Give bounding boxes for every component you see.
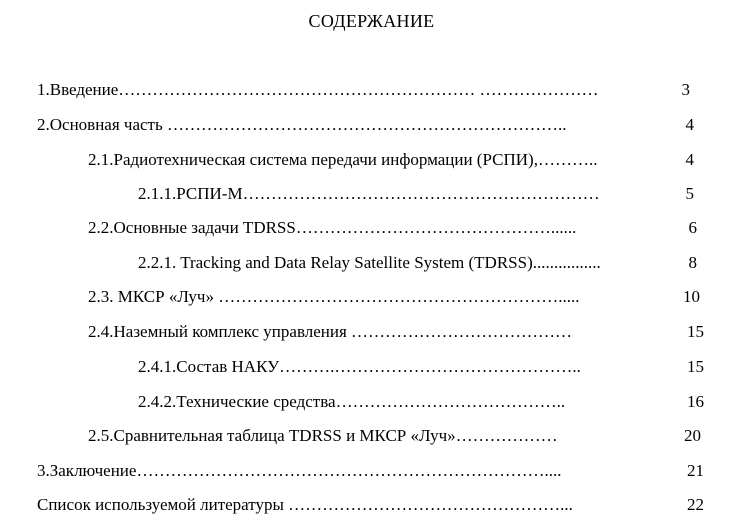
toc-entry [37, 460, 704, 482]
toc-page-number: 15 [687, 357, 704, 376]
toc-leader: ................ [532, 253, 601, 272]
toc-entry-label: 2.5.Сравнительная таблица TDRSS и МКСР «Луч» [88, 426, 456, 445]
toc-entry [88, 149, 694, 171]
toc-page-number: 3 [681, 80, 690, 99]
document-title: СОДЕРЖАНИЕ [308, 11, 435, 31]
toc-page-number: 8 [688, 253, 697, 272]
toc-entry [88, 217, 697, 239]
toc-entry-label: 2.Основная часть [37, 115, 163, 134]
toc-leader: ……………………………………………………… ………………… [118, 80, 599, 99]
toc-entry-label: 2.1.1.РСПИ-М [138, 184, 243, 203]
toc-leader: ……….…………………………………….. [279, 357, 581, 376]
toc-entry [88, 286, 700, 308]
toc-page-number: 5 [685, 184, 694, 203]
toc-entry [138, 391, 704, 413]
toc-entry [37, 114, 694, 136]
toc-page-number: 16 [687, 392, 704, 411]
toc-leader: …………………………………………………………….. [162, 115, 567, 134]
toc-entry-label: 2.3. МКСР «Луч» [88, 287, 214, 306]
toc-entry [138, 356, 704, 378]
toc-entry-label: 2.4.2.Технические средства [138, 392, 336, 411]
toc-page-number: 6 [688, 218, 697, 237]
toc-page-number: 15 [687, 322, 704, 341]
toc-leader: ………………………………….. [335, 392, 566, 411]
toc-entry-label: 1.Введение [37, 80, 119, 99]
toc-entry [37, 79, 690, 101]
toc-page-number: 4 [685, 150, 694, 169]
toc-entry [37, 494, 704, 516]
toc-leader: …………………………………………... [283, 495, 573, 514]
toc-entry-label: Список используемой литературы [37, 495, 284, 514]
toc-leader: ………………………………… [346, 322, 573, 341]
toc-entry-label: 2.4.1.Состав НАКУ [138, 357, 280, 376]
toc-entry [88, 425, 701, 447]
toc-leader: ……………………………………………………… [242, 184, 600, 203]
toc-page-number: 21 [687, 461, 704, 480]
toc-leader: ………………………………………...... [295, 218, 577, 237]
toc-leader: ……………………………………………………..... [213, 287, 580, 306]
toc-page-number: 20 [684, 426, 701, 445]
toc-entry [88, 321, 704, 343]
toc-page-number: 22 [687, 495, 704, 514]
toc-entry-label: 2.1.Радиотехническая система передачи информации (РСПИ) [88, 150, 534, 169]
toc-entry-label: 2.2.1. Tracking and Data Relay Satellite System (TDRSS) [138, 253, 533, 272]
toc-leader: ……………………………………………………………….... [136, 461, 562, 480]
toc-entry [138, 252, 697, 274]
toc-leader: ……………… [455, 426, 558, 445]
toc-page-number: 4 [685, 115, 694, 134]
toc-entry-label: 2.4.Наземный комплекс управления [88, 322, 347, 341]
toc-entry [138, 183, 694, 205]
toc-leader: ,……….. [533, 150, 598, 169]
toc-page-number: 10 [683, 287, 700, 306]
toc-entry-label: 3.Заключение [37, 461, 137, 480]
toc-entry-label: 2.2.Основные задачи TDRSS [88, 218, 296, 237]
